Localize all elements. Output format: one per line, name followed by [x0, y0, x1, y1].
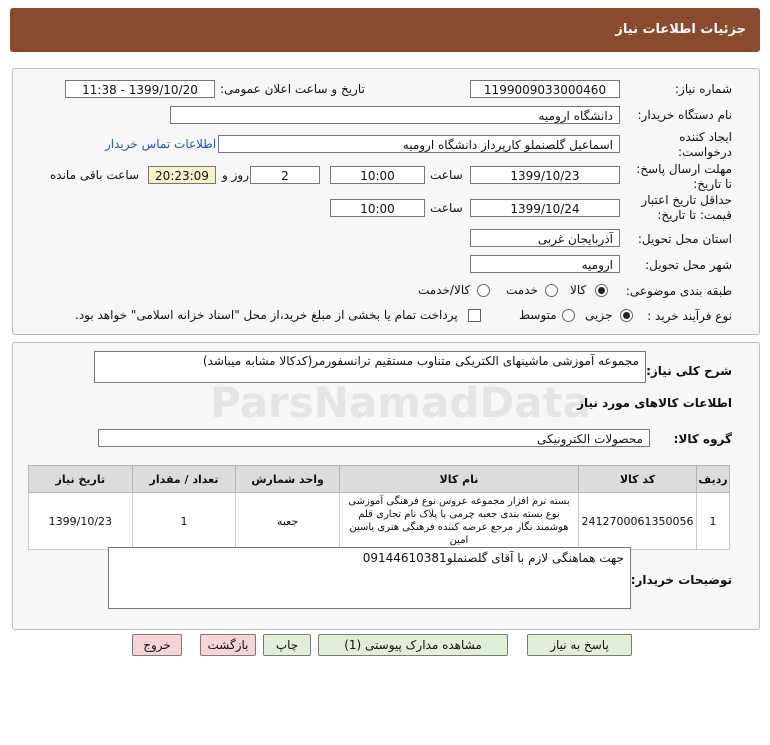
deadline-time-label: ساعت [430, 168, 463, 182]
process-radio-minor[interactable] [620, 309, 633, 322]
creator-label-2: درخواست: [678, 145, 732, 159]
col-header-name: نام کالا [339, 466, 578, 493]
province-label: استان محل تحویل: [637, 232, 732, 246]
cell-qty: 1 [132, 493, 236, 550]
buyer-org-label: نام دستگاه خریدار: [637, 108, 732, 122]
cell-name: بسته نرم افزار مجموعه عروس نوع فرهنگی آموزشی نوع بسته بندی جعبه چرمی با پلاک نام تجاری قلم هوشمند نگار مرجع عرضه کننده فرهنگی هنری یاسین امین [339, 493, 578, 550]
category-radio-both[interactable] [477, 284, 490, 297]
process-option-minor: جزیی [585, 308, 613, 322]
table-row [29, 493, 730, 550]
category-option-both: کالا/خدمت [418, 283, 471, 297]
validity-date-field: 1399/10/24 [470, 199, 620, 217]
announce-field: 1399/10/20 - 11:38 [65, 80, 215, 98]
category-radio-goods[interactable] [595, 284, 608, 297]
creator-label-1: ایجاد کننده [679, 130, 732, 144]
category-option-service: خدمت [506, 283, 538, 297]
buyer-notes-field: جهت هماهنگی لازم با آقای گلصنملو09144610381 [108, 547, 631, 609]
deadline-date-field: 1399/10/23 [470, 166, 620, 184]
page-title: جزئیات اطلاعات نیاز [615, 22, 746, 37]
description-label: شرح کلی نیاز: [646, 364, 732, 378]
cell-unit: جعبه [236, 493, 340, 550]
description-field: مجموعه آموزشی ماشینهای الکتریکی متناوب مستقیم ترانسفورمر(کدکالا مشابه میباشد) [94, 351, 646, 383]
days-label: روز و [222, 168, 249, 182]
col-header-unit: واحد شمارش [236, 466, 340, 493]
creator-field: اسماعیل گلصنملو کارپرداز دانشگاه ارومیه [218, 135, 620, 153]
goods-group-field: محصولات الکترونیکی [98, 429, 650, 447]
cell-index: 1 [696, 493, 729, 550]
deadline-label-1: مهلت ارسال پاسخ: [636, 162, 732, 176]
announce-label: تاریخ و ساعت اعلان عمومی: [220, 82, 365, 96]
goods-section-title: اطلاعات کالاهای مورد نیاز [577, 396, 732, 410]
city-field: ارومیه [470, 255, 620, 273]
process-label: نوع فرآیند خرید : [647, 309, 732, 323]
province-field: آذربایجان غربی [470, 229, 620, 247]
remaining-time-field: 20:23:09 [148, 166, 216, 184]
need-number-field: 1199009033000460 [470, 80, 620, 98]
buyer-notes-label: توضیحات خریدار: [630, 573, 732, 587]
back-button[interactable]: بازگشت [200, 634, 256, 656]
page-header [10, 8, 760, 52]
need-number-label: شماره نیاز: [675, 82, 732, 96]
category-label: طبقه بندی موضوعی: [625, 284, 732, 298]
contact-info-link[interactable]: اطلاعات تماس خریدار [105, 137, 217, 151]
goods-group-label: گروه کالا: [673, 432, 732, 446]
treasury-note: پرداخت تمام یا بخشی از مبلغ خرید،از محل "اسناد خزانه اسلامی" خواهد بود. [75, 308, 458, 322]
remaining-label: ساعت باقی مانده [50, 168, 140, 182]
deadline-label-2: تا تاریخ: [693, 177, 732, 191]
table-header-row [29, 466, 730, 493]
treasury-checkbox[interactable] [468, 309, 481, 322]
city-label: شهر محل تحویل: [645, 258, 732, 272]
attachments-button[interactable]: مشاهده مدارک پیوستی (1) [318, 634, 508, 656]
validity-label-1: حداقل تاریخ اعتبار [641, 193, 732, 207]
days-field: 2 [250, 166, 320, 184]
cell-code: 2412700061350056 [578, 493, 696, 550]
deadline-time-field: 10:00 [330, 166, 425, 184]
buyer-org-field: دانشگاه ارومیه [170, 106, 620, 124]
items-table [28, 465, 730, 550]
cell-date: 1399/10/23 [29, 493, 133, 550]
category-option-goods: کالا [570, 283, 587, 297]
col-header-date: تاریخ نیاز [29, 466, 133, 493]
process-radio-medium[interactable] [562, 309, 575, 322]
category-radio-service[interactable] [545, 284, 558, 297]
reply-button[interactable]: پاسخ به نیاز [527, 634, 632, 656]
validity-time-field: 10:00 [330, 199, 425, 217]
validity-time-label: ساعت [430, 201, 463, 215]
exit-button[interactable]: خروج [132, 634, 182, 656]
print-button[interactable]: چاپ [263, 634, 311, 656]
col-header-qty: تعداد / مقدار [132, 466, 236, 493]
col-header-code: کد کالا [578, 466, 696, 493]
col-header-index: ردیف [696, 466, 729, 493]
validity-label-2: قیمت: تا تاریخ: [657, 208, 732, 222]
process-option-medium: متوسط [519, 308, 557, 322]
